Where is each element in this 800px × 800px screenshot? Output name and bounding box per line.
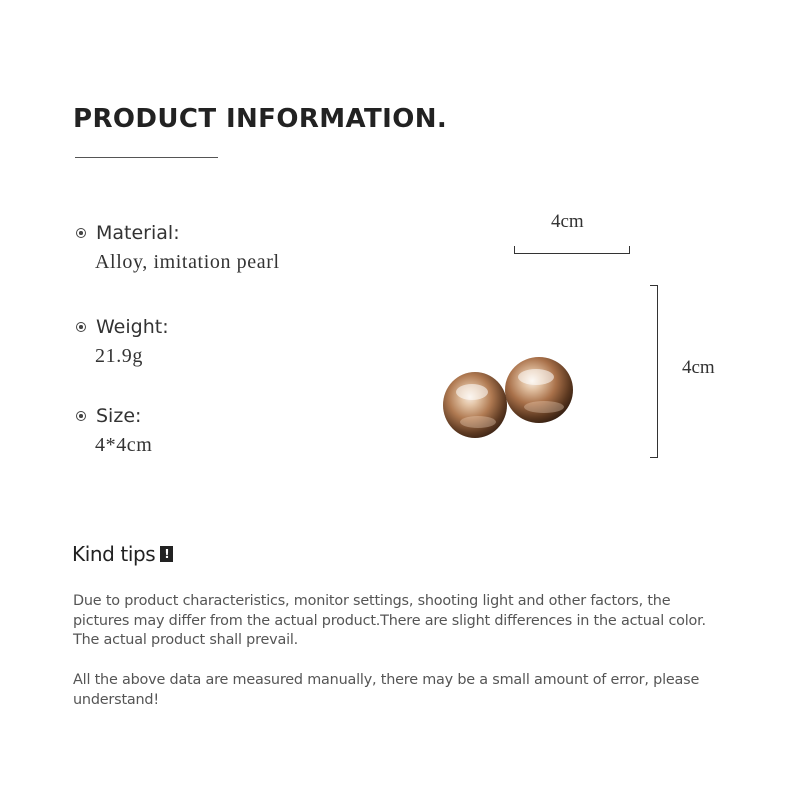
dimension-width-line (514, 246, 630, 254)
dimension-height-line (650, 285, 658, 458)
page-title: PRODUCT INFORMATION. (73, 104, 448, 134)
bullet-icon (76, 411, 86, 421)
kind-tips-paragraph: All the above data are measured manually, there may be a small amount of error, please understand! (73, 672, 700, 708)
spec-label: Material: (96, 222, 180, 244)
dimension-height-label: 4cm (682, 357, 715, 378)
spec-size (76, 404, 152, 457)
exclamation-icon: ! (160, 546, 173, 562)
kind-tips-title: Kind tips (72, 542, 156, 566)
right-earring (505, 357, 573, 423)
dimension-width-label: 4cm (551, 211, 584, 232)
bullet-icon (76, 322, 86, 332)
spec-value: Alloy, imitation pearl (95, 251, 280, 273)
left-earring (443, 372, 507, 438)
spec-label: Weight: (96, 316, 169, 338)
bullet-icon (76, 228, 86, 238)
earring-product-image (436, 350, 582, 446)
spec-value: 4*4cm (95, 434, 153, 456)
spec-material (76, 221, 280, 274)
spec-value: 21.9g (95, 345, 143, 367)
kind-tips-paragraph: Due to product characteristics, monitor settings, shooting light and other factors, the pictures may differ from the actual product.There are slight differences in the actual color. The actual product shall prevail. (73, 593, 706, 648)
title-underline (75, 157, 218, 158)
spec-weight (76, 315, 169, 368)
spec-label: Size: (96, 405, 142, 427)
kind-tips-heading (72, 542, 173, 566)
